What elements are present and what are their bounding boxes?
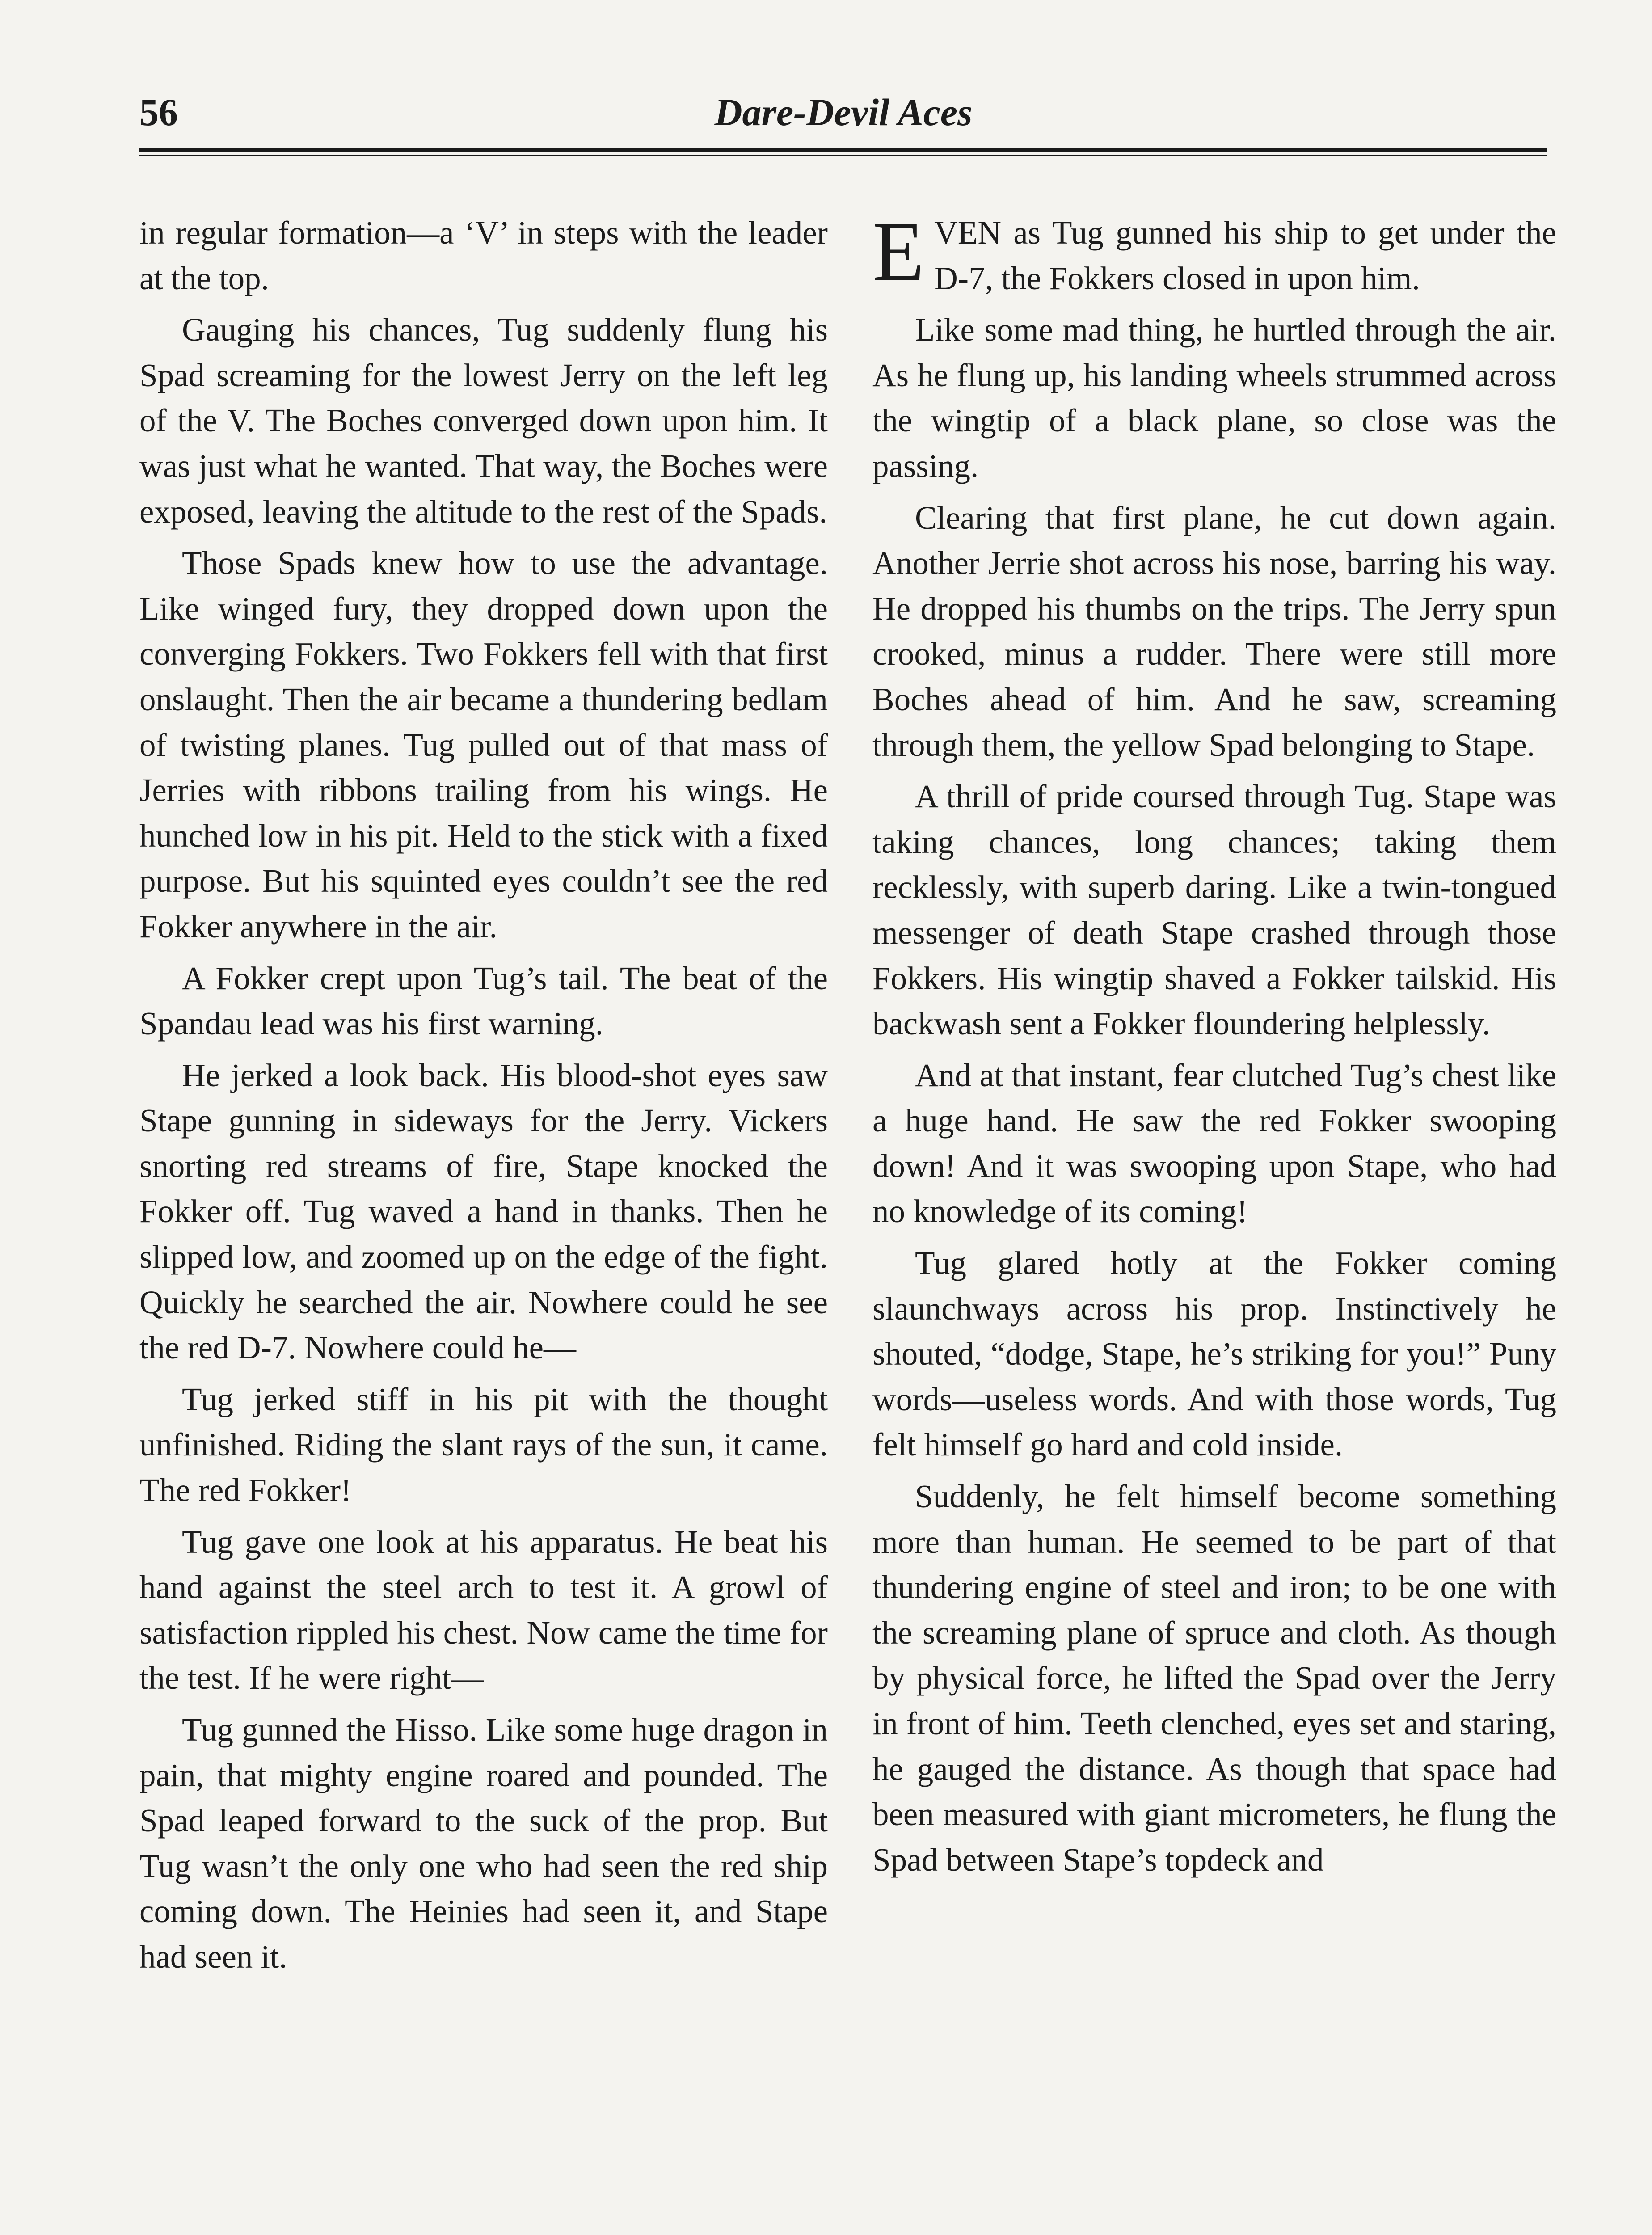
paragraph: Tug gunned the Hisso. Like some huge dragon in pain, that mighty engine roared and pounded. The Spad leaped forward to the suck of the prop. But Tug wasn’t the only one who had seen the red ship coming down. The Heinies had seen it, and Stape had seen it. — [139, 1712, 828, 1975]
paragraph: Tug gave one look at his apparatus. He beat his hand against the steel arch to test it. A growl of satisfaction rippled his chest. Now came the time for the test. If he were right— — [139, 1523, 828, 1696]
paragraph: Tug glared hotly at the Fokker coming slaunchways across his prop. Instinctively he shouted, “dodge, Stape, he’s striking for you!” Puny words—useless words. And with those words, Tug felt himself go hard and cold inside. — [872, 1245, 1556, 1463]
page-number: 56 — [139, 91, 178, 134]
header-rule — [139, 148, 1547, 152]
paragraph: A thrill of pride coursed through Tug. Stape was taking chances, long chances; taking them recklessly, with superb daring. Like a twin-tongued messenger of death Stape crashed through those Fokkers. His wingtip shaved a Fokker tailskid. His backwash sent a Fokker floundering helplessly. — [872, 778, 1556, 1042]
paragraph: Gauging his chances, Tug suddenly flung his Spad screaming for the lowest Jerry on the left leg of the V. The Boches converged down upon him. It was just what he wanted. That way, the Boches were exposed, leaving the altitude to the rest of the Spads. — [139, 312, 828, 530]
paragraph: Suddenly, he felt himself become something more than human. He seemed to be part of that thundering engine of steel and iron; to be one with the screaming plane of spruce and cloth. As though by physical force, he lifted the Spad over the Jerry in front of him. Teeth clenched, eyes set and staring, he gauged the distance. As though that space had been measured with giant micrometers, he flung the Spad between Stape’s topdeck and — [872, 1478, 1556, 1878]
paragraph: Those Spads knew how to use the advantage. Like winged fury, they dropped down upon the converging Fokkers. Two Fokkers fell with that first onslaught. Then the air became a thundering bedlam of twisting planes. Tug pulled out of that mass of Jerries with ribbons trailing from his wings. He hunched low in his pit. Held to the stick with a fixed purpose. But his squinted eyes couldn’t see the red Fokker anywhere in the air. — [139, 545, 828, 945]
running-title: Dare-Devil Aces — [714, 91, 973, 134]
opening-paragraph-text: VEN as Tug gunned his ship to get under the D-7, the Fokkers closed in upon him. — [934, 215, 1556, 296]
paragraph: And at that instant, fear clutched Tug’s chest like a huge hand. He saw the red Fokker swooping down! And it was swooping upon Stape, who had no knowledge of its coming! — [872, 1057, 1556, 1230]
paragraph: He jerked a look back. His blood-shot eyes saw Stape gunning in sideways for the Jerry. Vickers snorting red streams of fire, Stape knocked the Fokker off. Tug waved a hand in thanks. Then he slipped low, and zoomed up on the edge of the fight. Quickly he searched the air. Nowhere could he see the red D-7. Nowhere could he— — [139, 1057, 828, 1366]
header-rule-thin — [139, 155, 1547, 156]
paragraph: in regular formation—a ‘V’ in steps with the leader at the top. — [139, 215, 828, 296]
paragraph: Tug jerked stiff in his pit with the thought unfinished. Riding the slant rays of the sun, it came. The red Fokker! — [139, 1381, 828, 1509]
right-column — [872, 205, 1556, 1889]
drop-cap: E — [872, 205, 925, 299]
paragraph: Like some mad thing, he hurtled through the air. As he flung up, his landing wheels strummed across the wingtip of a black plane, so close was the passing. — [872, 312, 1556, 484]
paragraph: Clearing that first plane, he cut down again. Another Jerrie shot across his nose, barring his way. He dropped his thumbs on the trips. The Jerry spun crooked, minus a rudder. There were still more Boches ahead of him. And he saw, screaming through them, the yellow Spad belonging to Stape. — [872, 499, 1556, 763]
opening-paragraph — [872, 205, 1556, 301]
page-header — [139, 93, 1547, 156]
paragraph: A Fokker crept upon Tug’s tail. The beat of the Spandau lead was his first warning. — [139, 960, 828, 1042]
left-column — [139, 210, 828, 1986]
